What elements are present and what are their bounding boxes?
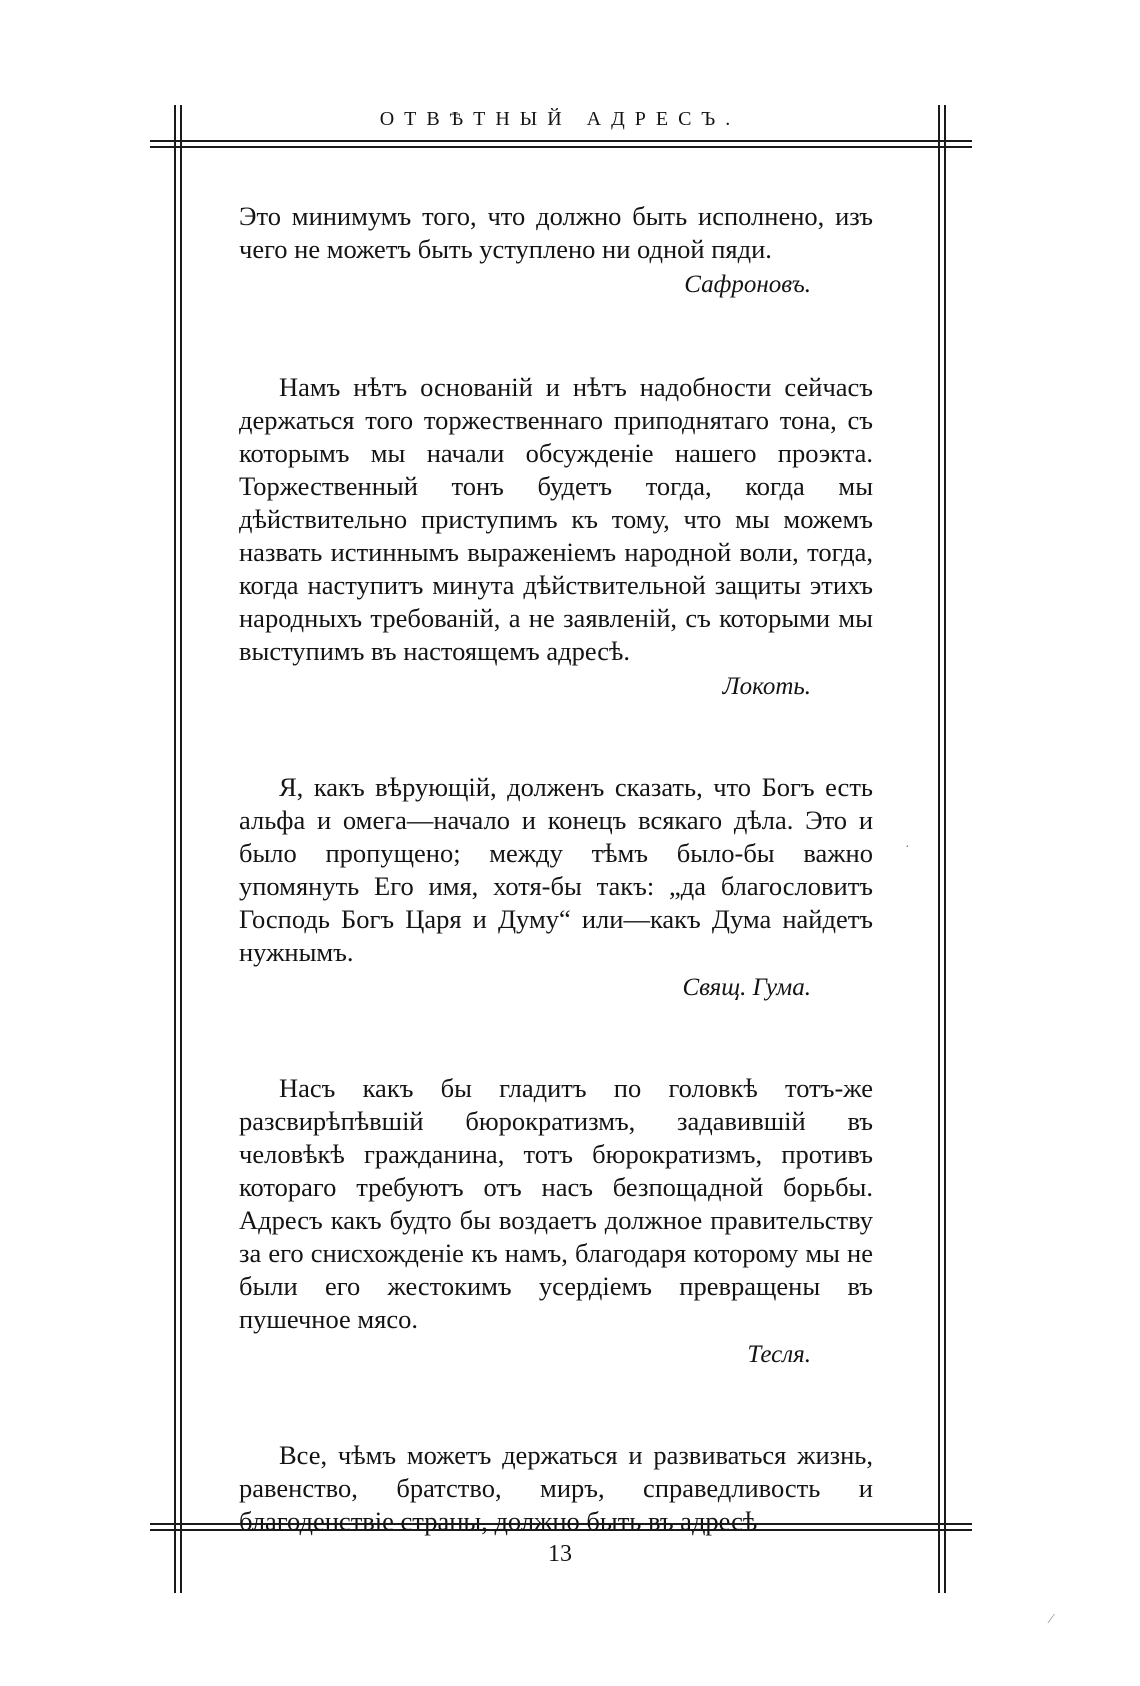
spacer: [239, 703, 873, 771]
left-rule-inner: [180, 105, 182, 1593]
page-number: 13: [548, 1541, 572, 1567]
top-rule-upper: [150, 140, 972, 142]
passage-text: Намъ нѣтъ основаній и нѣтъ надобности сейчасъ держаться того торжественнаго приподнятаго тона, съ которымъ мы начали обсужденіе нашего проэкта. Торжественный тонъ будетъ тогда, когда мы дѣйствительно приступимъ къ тому, что мы можемъ назвать истиннымъ выраженіемъ народной воли, тогда, когда наступитъ минута дѣйствительной защиты этихъ народныхъ требованій, а не заявленій, съ которыми мы выступимъ въ настоящемъ адресѣ.: [239, 372, 873, 666]
passage-text: Насъ какъ бы гладитъ по головкѣ тотъ-же разсвирѣпѣвшій бюрократизмъ, задавившій въ человѣкѣ гражданина, тотъ бюрократизмъ, противъ котораго требуютъ отъ насъ безпощадной борьбы. Адресъ какъ будто бы воздаетъ должное правительству за его снисхожденіе къ намъ, благодаря которому мы не были его жестокимъ усердіемъ превращены въ пушечное мясо.: [239, 1073, 873, 1334]
right-rule-outer: [944, 105, 946, 1593]
passage-author: Свящ. Гума.: [682, 974, 811, 1001]
spacer: [239, 301, 873, 371]
print-speck: ·: [905, 840, 910, 855]
text-column: [239, 200, 873, 1538]
passage-text: Все, чѣмъ можетъ держаться и развиваться жизнь, равенство, братство, миръ, справедливость и благоденствіе страны, должно быть въ адресѣ: [239, 1440, 873, 1536]
left-rule-outer: [174, 105, 176, 1593]
running-title: ОТВѢТНЫЙ АДРЕСЪ.: [379, 108, 741, 130]
right-rule-inner: [938, 105, 940, 1593]
print-speck: ⁄: [1050, 1612, 1053, 1627]
passage-author: Тесля.: [747, 1341, 811, 1368]
spacer: [239, 1004, 873, 1072]
spacer: [239, 1371, 873, 1439]
passage-text: Это минимумъ того, что должно быть исполнено, изъ чего не можетъ быть уступлено ни одной пяди.: [239, 201, 873, 264]
passage-author: Сафроновъ.: [684, 271, 811, 298]
top-rule-lower: [150, 146, 972, 148]
passage-text: Я, какъ вѣрующій, долженъ сказать, что Богъ есть альфа и омега—начало и конецъ всякаго дѣла. Это и было пропущено; между тѣмъ было-бы важно упомянуть Его имя, хотя-бы такъ: „да благословитъ Господь Богъ Царя и Думу“ или—какъ Дума найдетъ нужнымъ.: [239, 772, 873, 967]
passage-author: Локоть.: [722, 673, 811, 700]
